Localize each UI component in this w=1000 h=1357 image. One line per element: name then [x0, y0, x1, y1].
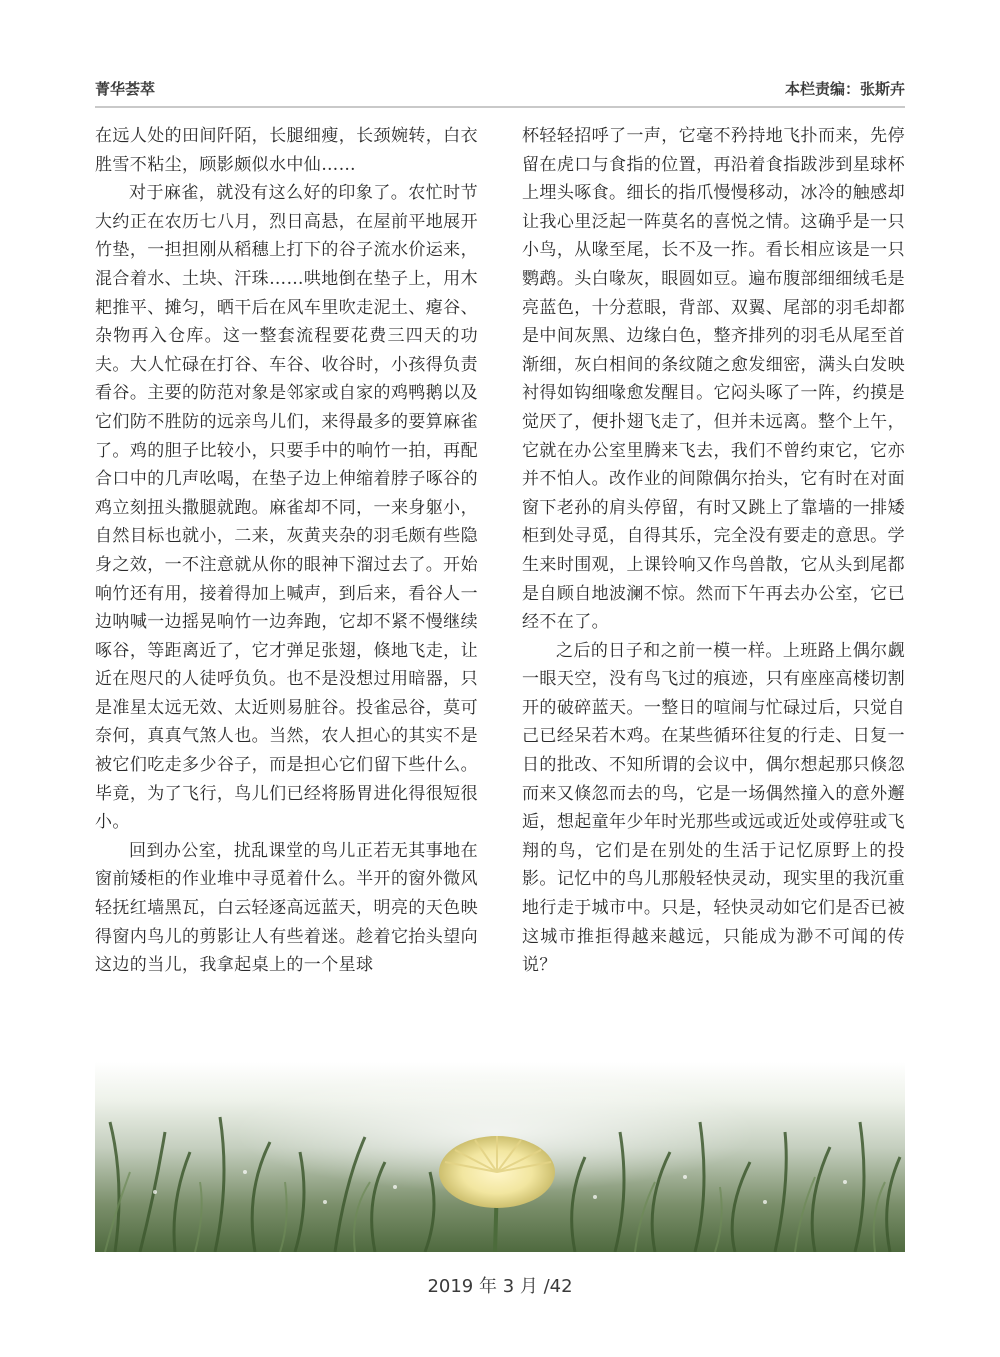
paragraph: 在远人处的田间阡陌，长腿细瘦，长颈婉转，白衣胜雪不粘尘，顾影颇似水中仙……	[95, 126, 478, 175]
paragraph: 杯轻轻招呼了一声，它毫不矜持地飞扑而来，先停留在虎口与食指的位置，再沿着食指跋涉到星球杯上埋头啄食。细长的指爪慢慢移动，冰冷的触感却让我心里泛起一阵莫名的喜悦之情。这确乎是一只小鸟，从喙至尾，长不及一拃。看长相应该是一只鹦鹉。头白喙灰，眼圆如豆。遍布腹部细细绒毛是亮蓝色，十分惹眼，背部、双翼、尾部的羽毛却都是中间灰黑、边缘白色，整齐排列的羽毛从尾至首渐细，灰白相间的条纹随之愈发细密，满头白发映衬得如钩细喙愈发醒目。它闷头啄了一阵，约摸是觉厌了，便扑翅飞走了，但并未远离。整个上午，它就在办公室里腾来飞去，我们不曾约束它，它亦并不怕人。改作业的间隙偶尔抬头，它有时在对面窗下老孙的肩头停留，有时又跳上了靠墙的一排矮柜到处寻觅，自得其乐，完全没有要走的意思。学生来时围观，上课铃响又作鸟兽散，它从头到尾都是自顾自地波澜不惊。然而下午再去办公室，它已经不在了。	[522, 126, 905, 633]
dandelion-grass-photo	[95, 1062, 905, 1252]
left-column	[95, 122, 478, 980]
right-column	[522, 122, 905, 980]
page-footer: 2019 年 3 月 /42	[427, 1276, 573, 1297]
section-title: 菁华荟萃	[95, 80, 156, 98]
column-editor: 本栏责编：张斯卉	[784, 80, 905, 98]
paragraph: 之后的日子和之前一模一样。上班路上偶尔觑一眼天空，没有鸟飞过的痕迹，只有座座高楼切割开的破碎蓝天。一整日的喧闹与忙碌过后，只觉自己已经呆若木鸡。在某些循环往复的行走、日复一日的批改、不知所谓的会议中，偶尔想起那只倏忽而来又倏忽而去的鸟，它是一场偶然撞入的意外邂逅，想起童年少年时光那些或远或近处或停驻或飞翔的鸟，它们是在别处的生活于记忆原野上的投影。记忆中的鸟儿那般轻快灵动，现实里的我沉重地行走于城市中。只是，轻快灵动如它们是否已被这城市推拒得越来越远，只能成为渺不可闻的传说？	[522, 640, 905, 976]
header-divider	[95, 106, 905, 108]
page-header	[95, 70, 905, 100]
paragraph: 回到办公室，扰乱课堂的鸟儿正若无其事地在窗前矮柜的作业堆中寻觅着什么。半开的窗外微风轻抚红墙黑瓦，白云轻逐高远蓝天，明亮的天色映得窗内鸟儿的剪影让人有些着迷。趁着它抬头望向这边的当儿，我拿起桌上的一个星球	[95, 840, 478, 976]
grass-illustration	[95, 1062, 905, 1252]
paragraph: 对于麻雀，就没有这么好的印象了。农忙时节大约正在农历七八月，烈日高悬，在屋前平地展开竹垫，一担担刚从稻穗上打下的谷子流水价运来，混合着水、土块、汗珠……哄地倒在垫子上，用木耙推平、摊匀，晒干后在风车里吹走泥土、瘪谷、杂物再入仓库。这一整套流程要花费三四天的功夫。大人忙碌在打谷、车谷、收谷时，小孩得负责看谷。主要的防范对象是邻家或自家的鸡鸭鹅以及它们防不胜防的远亲鸟儿们，来得最多的要算麻雀了。鸡的胆子比较小，只要手中的响竹一拍，再配合口中的几声吆喝，在垫子边上伸缩着脖子啄谷的鸡立刻扭头撒腿就跑。麻雀却不同，一来身躯小，自然目标也就小，二来，灰黄夹杂的羽毛颇有些隐身之效，一不注意就从你的眼神下溜过去了。开始响竹还有用，接着得加上喊声，到后来，看谷人一边呐喊一边摇晃响竹一边奔跑，它却不紧不慢继续啄谷，等距离近了，它才弹足张翅，倏地飞走，让近在咫尺的人徒呼负负。也不是没想过用暗器，只是准星太远无效、太近则易脏谷。投雀忌谷，莫可奈何，真真气煞人也。当然，农人担心的其实不是被它们吃走多少谷子，而是担心它们留下些什么。毕竟，为了飞行，鸟儿们已经将肠胃进化得很短很小。	[95, 183, 478, 833]
